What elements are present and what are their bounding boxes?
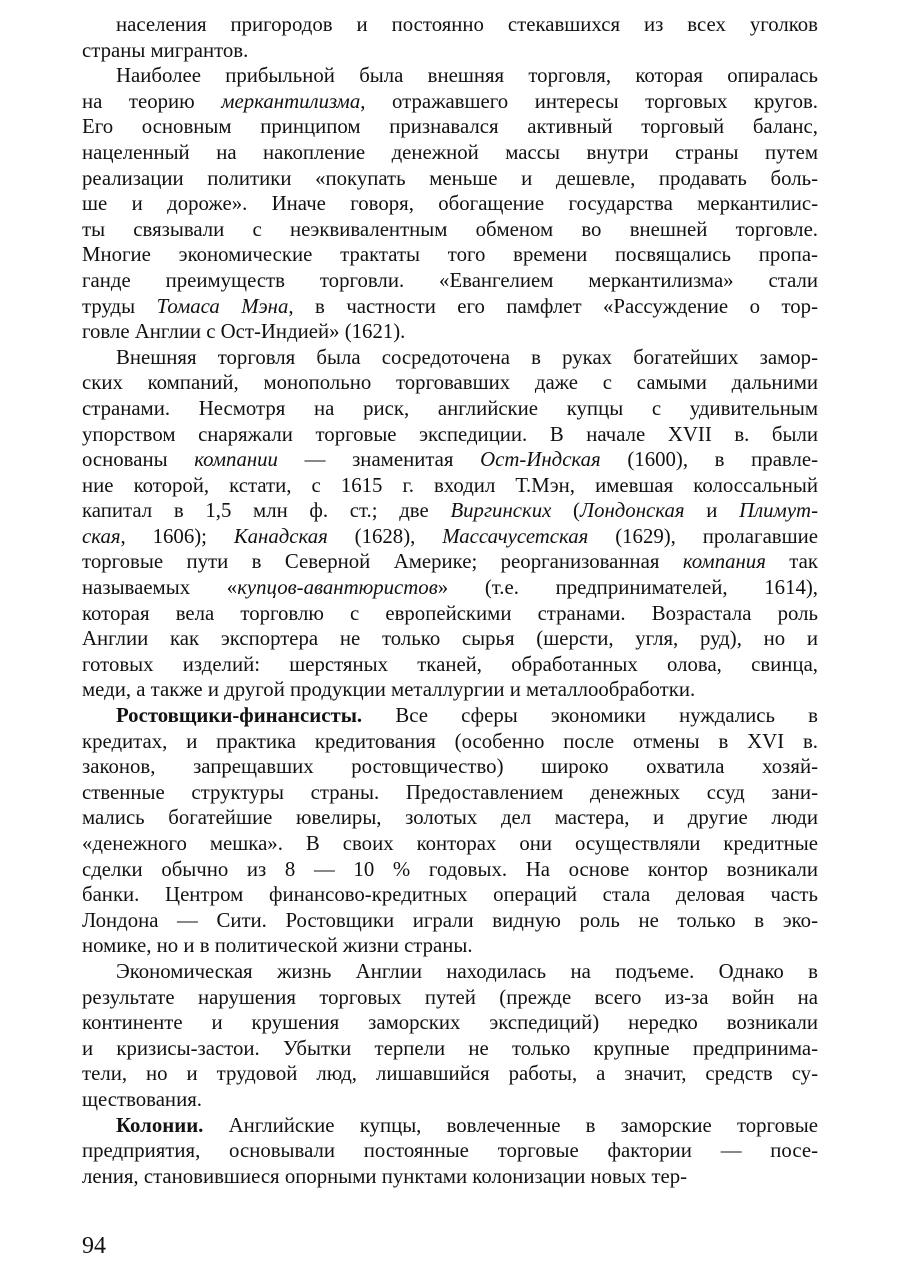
text-span: труды bbox=[82, 294, 157, 318]
text-span: сделки обычно из 8 — 10 % годовых. На основе контор возникали bbox=[82, 857, 818, 881]
paragraph bbox=[82, 1113, 818, 1190]
text-line bbox=[82, 1087, 818, 1113]
text-span: называемых « bbox=[82, 576, 238, 600]
text-span: , 1606); bbox=[120, 524, 234, 548]
text-span: так bbox=[765, 550, 818, 574]
text-line bbox=[82, 473, 818, 499]
italic-term: ская bbox=[82, 524, 121, 548]
text-span: страны мигрантов. bbox=[82, 38, 249, 62]
italic-term: Виргинских bbox=[450, 499, 552, 523]
text-span: Лондона — Сити. Ростовщики играли видную роль не только в эко- bbox=[82, 908, 818, 932]
text-line bbox=[82, 857, 818, 883]
text-line bbox=[82, 677, 818, 703]
text-span: реализации политики «покупать меньше и дешевле, продавать боль- bbox=[82, 166, 818, 190]
text-line bbox=[82, 498, 818, 524]
paragraph bbox=[82, 63, 818, 345]
text-line bbox=[82, 89, 818, 115]
text-span: Многие экономические трактаты того времени посвящались пропа- bbox=[82, 243, 818, 267]
italic-term: Томаса Мэна bbox=[156, 294, 289, 318]
text-span: банки. Центром финансово-кредитных операций стала деловая часть bbox=[82, 883, 818, 907]
text-line bbox=[82, 1036, 818, 1062]
text-span: (1628), bbox=[327, 524, 443, 548]
text-line bbox=[82, 601, 818, 627]
text-line bbox=[82, 575, 818, 601]
text-span: упорством снаряжали торговые экспедиции. В начале XVII в. были bbox=[82, 422, 818, 446]
text-span: — знаменитая bbox=[277, 448, 481, 472]
paragraph bbox=[82, 345, 818, 703]
text-span: Все сферы экономики нуждались в bbox=[362, 704, 818, 728]
text-span: основаны bbox=[82, 448, 195, 472]
italic-term: купцов-авантюристов bbox=[237, 576, 438, 600]
text-span: Его основным принципом признавался активный торговый баланс, bbox=[82, 115, 818, 139]
text-span: нацеленный на накопление денежной массы внутри страны путем bbox=[82, 140, 818, 164]
text-span: населения пригородов и постоянно стекавшихся из всех уголков bbox=[116, 13, 818, 36]
text-span: и bbox=[684, 499, 740, 523]
text-line bbox=[82, 319, 818, 345]
text-span: ты связывали с неэквивалентным обменом во внешней торговле. bbox=[82, 217, 818, 241]
text-line bbox=[82, 729, 818, 755]
text-line bbox=[82, 217, 818, 243]
text-line bbox=[82, 652, 818, 678]
text-line bbox=[82, 396, 818, 422]
paragraph bbox=[82, 12, 818, 63]
text-span: Экономическая жизнь Англии находилась на подъеме. Однако в bbox=[116, 959, 818, 983]
text-line bbox=[82, 908, 818, 934]
text-span: ние которой, кстати, с 1615 г. входил Т.Мэн, имевшая колоссальный bbox=[82, 473, 818, 497]
text-span: , отражавшего интересы торговых кругов. bbox=[360, 89, 818, 113]
text-line bbox=[82, 780, 818, 806]
text-span: мались богатейшие ювелиры, золотых дел мастера, и другие люди bbox=[82, 806, 818, 830]
text-span: Английские купцы, вовлеченные в заморские торговые bbox=[203, 1113, 818, 1137]
text-line bbox=[82, 166, 818, 192]
text-span: готовых изделий: шерстяных тканей, обработанных олова, свинца, bbox=[82, 652, 818, 676]
text-line bbox=[82, 294, 818, 320]
bold-heading: Ростовщики-финансисты. bbox=[116, 704, 363, 728]
paragraph bbox=[82, 703, 818, 959]
text-span: на теорию bbox=[82, 89, 222, 113]
text-span: континенте и крушения заморских экспедиций) нередко возникали bbox=[82, 1011, 818, 1035]
text-line bbox=[82, 805, 818, 831]
text-span: кредитах, и практика кредитования (особенно после отмены в XVI в. bbox=[82, 729, 818, 753]
text-line bbox=[82, 882, 818, 908]
text-line bbox=[82, 959, 818, 985]
text-line bbox=[82, 268, 818, 294]
text-span: предприятия, основывали постоянные торговые фактории — посе- bbox=[82, 1139, 818, 1163]
text-line bbox=[82, 191, 818, 217]
text-line bbox=[82, 447, 818, 473]
bold-heading: Колонии. bbox=[116, 1113, 204, 1137]
main-text bbox=[82, 12, 818, 1189]
text-span: Англии как экспортера не только сырья (шерсти, угля, руд), но и bbox=[82, 627, 818, 651]
text-span: , в частности его памфлет «Рассуждение о тор- bbox=[288, 294, 818, 318]
text-span: тели, но и трудовой люд, лишавшийся работы, а значит, средств су- bbox=[82, 1062, 818, 1086]
text-line bbox=[82, 12, 818, 38]
text-span: результате нарушения торговых путей (прежде всего из-за войн на bbox=[82, 985, 818, 1009]
italic-term: компании bbox=[194, 448, 278, 472]
text-span: » (т.е. предпринимателей, 1614), bbox=[437, 576, 818, 600]
text-span: торговые пути в Северной Америке; реорганизованная bbox=[82, 550, 683, 574]
text-span: Наиболее прибыльной была внешняя торговля, которая опиралась bbox=[116, 64, 818, 88]
text-span: Внешняя торговля была сосредоточена в руках богатейших замор- bbox=[116, 345, 818, 369]
italic-term: Плимут- bbox=[739, 499, 818, 523]
text-line bbox=[82, 1010, 818, 1036]
text-span: странами. Несмотря на риск, английские купцы с удивительным bbox=[82, 396, 818, 420]
text-span: меди, а также и другой продукции металлургии и металлообработки. bbox=[82, 678, 696, 702]
text-span: ществования. bbox=[82, 1087, 202, 1111]
text-span: «денежного мешка». В своих конторах они осуществляли кредитные bbox=[82, 832, 818, 855]
text-line bbox=[82, 524, 818, 550]
text-span: ственные структуры страны. Предоставлением денежных ссуд зани- bbox=[82, 780, 818, 804]
text-span: капитал в 1,5 млн ф. ст.; две bbox=[82, 499, 451, 523]
text-span: ганде преимуществ торговли. «Евангелием меркантилизма» стали bbox=[82, 268, 818, 292]
text-line bbox=[82, 933, 818, 959]
italic-term: меркантилизма bbox=[221, 89, 361, 113]
italic-term: Канадская bbox=[233, 524, 328, 548]
text-line bbox=[82, 422, 818, 448]
italic-term: компания bbox=[682, 550, 766, 574]
text-line bbox=[82, 370, 818, 396]
italic-term: Ост-Индская bbox=[480, 448, 601, 472]
text-line bbox=[82, 549, 818, 575]
text-line bbox=[82, 703, 818, 729]
text-line bbox=[82, 345, 818, 371]
text-line bbox=[82, 140, 818, 166]
text-span: ских компаний, монопольно торговавших даже с самыми дальними bbox=[82, 371, 818, 395]
text-span: и кризисы-застои. Убытки терпели не только крупные предпринима- bbox=[82, 1036, 818, 1060]
paragraph bbox=[82, 959, 818, 1113]
text-line bbox=[82, 1113, 818, 1139]
text-span: ления, становившиеся опорными пунктами колонизации новых тер- bbox=[82, 1164, 688, 1188]
text-span: ше и дороже». Иначе говоря, обогащение государства меркантилис- bbox=[82, 192, 818, 216]
text-span: номике, но и в политической жизни страны. bbox=[82, 934, 473, 958]
text-span: ( bbox=[551, 499, 580, 523]
text-span: которая вела торговлю с европейскими странами. Возрастала роль bbox=[82, 601, 818, 625]
text-line bbox=[82, 63, 818, 89]
text-line bbox=[82, 831, 818, 857]
text-line bbox=[82, 626, 818, 652]
text-span: (1629), пролагавшие bbox=[588, 524, 818, 548]
page-number: 94 bbox=[82, 1233, 106, 1259]
text-line bbox=[82, 242, 818, 268]
text-span: (1600), в правле- bbox=[600, 448, 818, 472]
text-line bbox=[82, 1061, 818, 1087]
text-span: говле Англии с Ост-Индией» (1621). bbox=[82, 320, 406, 344]
text-line bbox=[82, 985, 818, 1011]
italic-term: Массачусетская bbox=[442, 524, 589, 548]
text-line bbox=[82, 1164, 818, 1190]
text-line bbox=[82, 114, 818, 140]
text-line bbox=[82, 754, 818, 780]
italic-term: Лондонская bbox=[579, 499, 685, 523]
text-line bbox=[82, 38, 818, 64]
text-span: законов, запрещавших ростовщичество) широко охватила хозяй- bbox=[82, 755, 818, 779]
text-line bbox=[82, 1138, 818, 1164]
